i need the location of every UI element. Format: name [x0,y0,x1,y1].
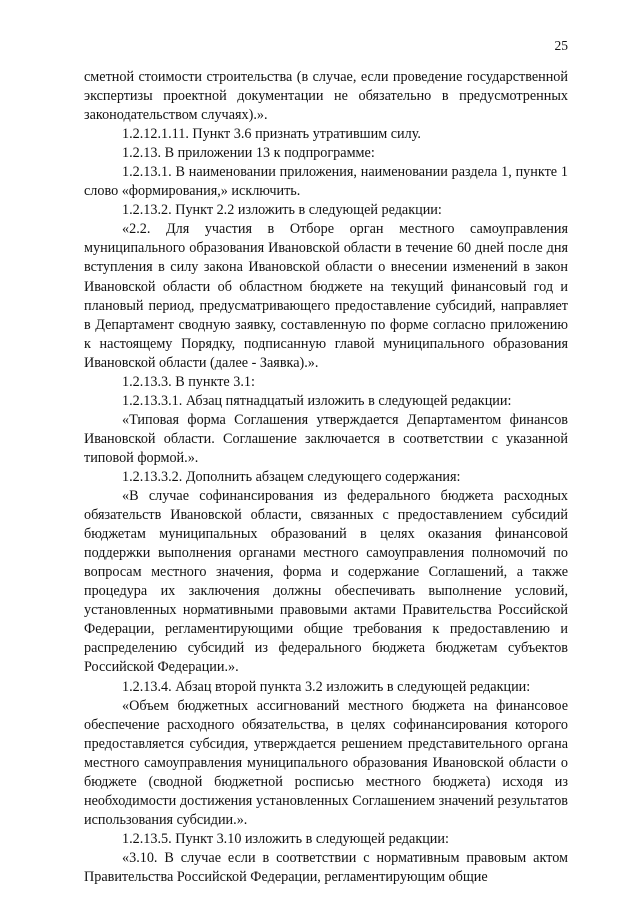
paragraph-9: «Типовая форма Соглашения утверждается Департаментом финансов Ивановской области. Соглашение заключается в соответствии с указанной типовой формой.». [84,411,568,466]
paragraph-15: «3.10. В случае если в соответствии с нормативным правовым актом Правительства Российской Федерации, регламентирующим общие [84,849,568,885]
paragraph-3: 1.2.13. В приложении 13 к подпрограмме: [122,145,375,162]
paragraph-14: 1.2.13.5. Пункт 3.10 изложить в следующей редакции: [122,830,449,847]
paragraph-10: 1.2.13.3.2. Дополнить абзацем следующего содержания: [122,468,461,485]
paragraph-12: 1.2.13.4. Абзац второй пункта 3.2 изложить в следующей редакции: [122,678,531,695]
paragraph-13: «Объем бюджетных ассигнований местного бюджета на финансовое обеспечение расходного обязательства, в целях софинансирования которого предоставляется субсидия, утверждается решением представительного органа местного самоуправления муниципального образования Ивановской области о бюджете (сводной бюджетной росписью местного бюджета) исходя из необходимости достижения установленных Соглашением значений результатов использования субсидии.». [84,697,568,828]
paragraph-5: 1.2.13.2. Пункт 2.2 изложить в следующей редакции: [122,202,442,219]
paragraph-2: 1.2.12.1.11. Пункт 3.6 признать утратившим силу. [122,126,421,143]
paragraph-8: 1.2.13.3.1. Абзац пятнадцатый изложить в следующей редакции: [122,392,512,409]
paragraph-7: 1.2.13.3. В пункте 3.1: [122,373,255,390]
paragraph-4: 1.2.13.1. В наименовании приложения, наименовании раздела 1, пункте 1 слово «формирования,» исключить. [84,164,568,200]
paragraph-6: «2.2. Для участия в Отборе орган местного самоуправления муниципального образования Ивановской области в течение 60 дней после дня вступления в силу закона Ивановской области о внесении изменений в закон Ивановской области об областном бюджете на текущий финансовый год и плановый период, предусматривающего предоставление субсидий, направляет в Департамент сводную заявку, составленную по форме согласно приложению к настоящему Порядку, подписанную главой муниципального образования Ивановской области (далее - Заявка).». [84,221,568,371]
document-body [84,68,568,887]
paragraph-1: сметной стоимости строительства (в случае, если проведение государственной экспертизы проектной документации не обязательно в предусмотренных законодательством случаях).». [84,69,568,124]
paragraph-11: «В случае софинансирования из федерального бюджета расходных обязательств Ивановской области, связанных с предоставлением субсидий бюджетам муниципальных образований в целях оказания финансовой поддержки выполнения органами местного самоуправления полномочий по вопросам местного значения, форма и содержание Соглашений, а также процедура их заключения должны обеспечивать выполнение условий, установленных нормативными правовыми актами Правительства Российской Федерации, регламентирующими общие требования к предоставлению и распределению субсидий из федерального бюджета бюджетам субъектов Российской Федерации.». [84,488,568,676]
page-number: 25 [554,38,568,53]
